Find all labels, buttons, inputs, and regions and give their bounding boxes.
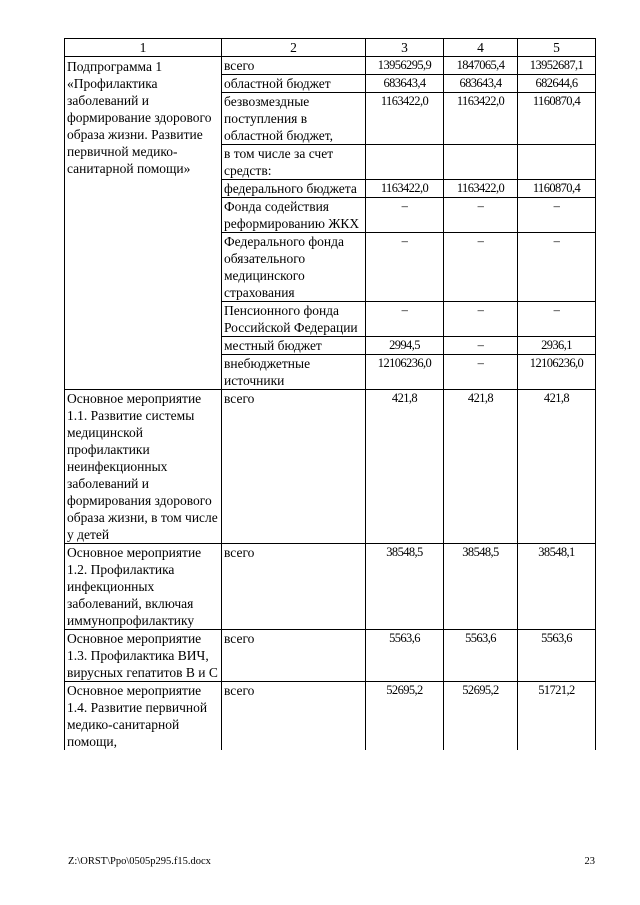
funding-source: местный бюджет xyxy=(222,337,366,355)
funding-source: внебюджетные источники xyxy=(222,355,366,390)
value-col-3: 683643,4 xyxy=(366,75,444,93)
value-col-4 xyxy=(444,145,518,180)
value-col-5: 13952687,1 xyxy=(518,57,596,75)
value-col-3: – xyxy=(366,233,444,302)
value-col-3: – xyxy=(366,198,444,233)
table-row xyxy=(65,630,596,682)
value-col-3: 38548,5 xyxy=(366,544,444,630)
activity-title: Основное мероприятие 1.4. Развитие первичной медико-санитарной помощи, xyxy=(65,682,222,751)
value-col-4: 5563,6 xyxy=(444,630,518,682)
table-row xyxy=(65,57,596,75)
value-col-4: – xyxy=(444,198,518,233)
funding-source: всего xyxy=(222,682,366,751)
page-number: 23 xyxy=(584,856,595,867)
value-col-3: – xyxy=(366,302,444,337)
value-col-5 xyxy=(518,145,596,180)
value-col-5: – xyxy=(518,198,596,233)
value-col-4: 38548,5 xyxy=(444,544,518,630)
value-col-5: 12106236,0 xyxy=(518,355,596,390)
value-col-4: 1163422,0 xyxy=(444,180,518,198)
table-row xyxy=(65,544,596,630)
budget-table xyxy=(64,38,596,750)
value-col-3: 2994,5 xyxy=(366,337,444,355)
value-col-3: 52695,2 xyxy=(366,682,444,751)
value-col-4: 1163422,0 xyxy=(444,93,518,145)
subprogram-title: Подпрограмма 1 «Профилактика заболеваний и формирование здорового образа жизни. Развитие первичной медико-санитарной помощи» xyxy=(65,57,222,390)
funding-source: Федерального фонда обязательного медицинского страхования xyxy=(222,233,366,302)
funding-source: всего xyxy=(222,630,366,682)
value-col-5: 682644,6 xyxy=(518,75,596,93)
value-col-4: – xyxy=(444,233,518,302)
value-col-4: – xyxy=(444,355,518,390)
header-col-5: 5 xyxy=(518,39,596,57)
value-col-5: 2936,1 xyxy=(518,337,596,355)
value-col-3: 5563,6 xyxy=(366,630,444,682)
funding-source: всего xyxy=(222,390,366,544)
value-col-4: 52695,2 xyxy=(444,682,518,751)
activity-title: Основное мероприятие 1.2. Профилактика инфекционных заболеваний, включая иммунопрофилактику xyxy=(65,544,222,630)
activity-title: Основное мероприятие 1.1. Развитие системы медицинской профилактики неинфекционных заболеваний и формирования здорового образа жизни, в том числе у детей xyxy=(65,390,222,544)
value-col-5: – xyxy=(518,233,596,302)
value-col-4: – xyxy=(444,337,518,355)
value-col-4: 1847065,4 xyxy=(444,57,518,75)
value-col-5: – xyxy=(518,302,596,337)
value-col-4: – xyxy=(444,302,518,337)
header-col-3: 3 xyxy=(366,39,444,57)
funding-source: федерального бюджета xyxy=(222,180,366,198)
activity-title: Основное мероприятие 1.3. Профилактика ВИЧ, вирусных гепатитов В и С xyxy=(65,630,222,682)
value-col-5: 51721,2 xyxy=(518,682,596,751)
value-col-5: 38548,1 xyxy=(518,544,596,630)
value-col-3: 1163422,0 xyxy=(366,93,444,145)
value-col-3: 12106236,0 xyxy=(366,355,444,390)
table-header-row xyxy=(65,39,596,57)
header-col-4: 4 xyxy=(444,39,518,57)
value-col-3: 421,8 xyxy=(366,390,444,544)
funding-source: всего xyxy=(222,544,366,630)
value-col-4: 421,8 xyxy=(444,390,518,544)
funding-source: безвозмездные поступления в областной бюджет, xyxy=(222,93,366,145)
table-row xyxy=(65,390,596,544)
value-col-5: 1160870,4 xyxy=(518,93,596,145)
value-col-3: 1163422,0 xyxy=(366,180,444,198)
funding-source: Фонда содействия реформированию ЖКХ xyxy=(222,198,366,233)
value-col-5: 1160870,4 xyxy=(518,180,596,198)
value-col-5: 5563,6 xyxy=(518,630,596,682)
header-col-1: 1 xyxy=(65,39,222,57)
value-col-4: 683643,4 xyxy=(444,75,518,93)
value-col-3 xyxy=(366,145,444,180)
funding-source: в том числе за счет средств: xyxy=(222,145,366,180)
table-row xyxy=(65,682,596,751)
value-col-3: 13956295,9 xyxy=(366,57,444,75)
header-col-2: 2 xyxy=(222,39,366,57)
funding-source: всего xyxy=(222,57,366,75)
funding-source: Пенсионного фонда Российской Федерации xyxy=(222,302,366,337)
file-path: Z:\ORST\Ppo\0505p295.f15.docx xyxy=(68,856,211,867)
value-col-5: 421,8 xyxy=(518,390,596,544)
funding-source: областной бюджет xyxy=(222,75,366,93)
